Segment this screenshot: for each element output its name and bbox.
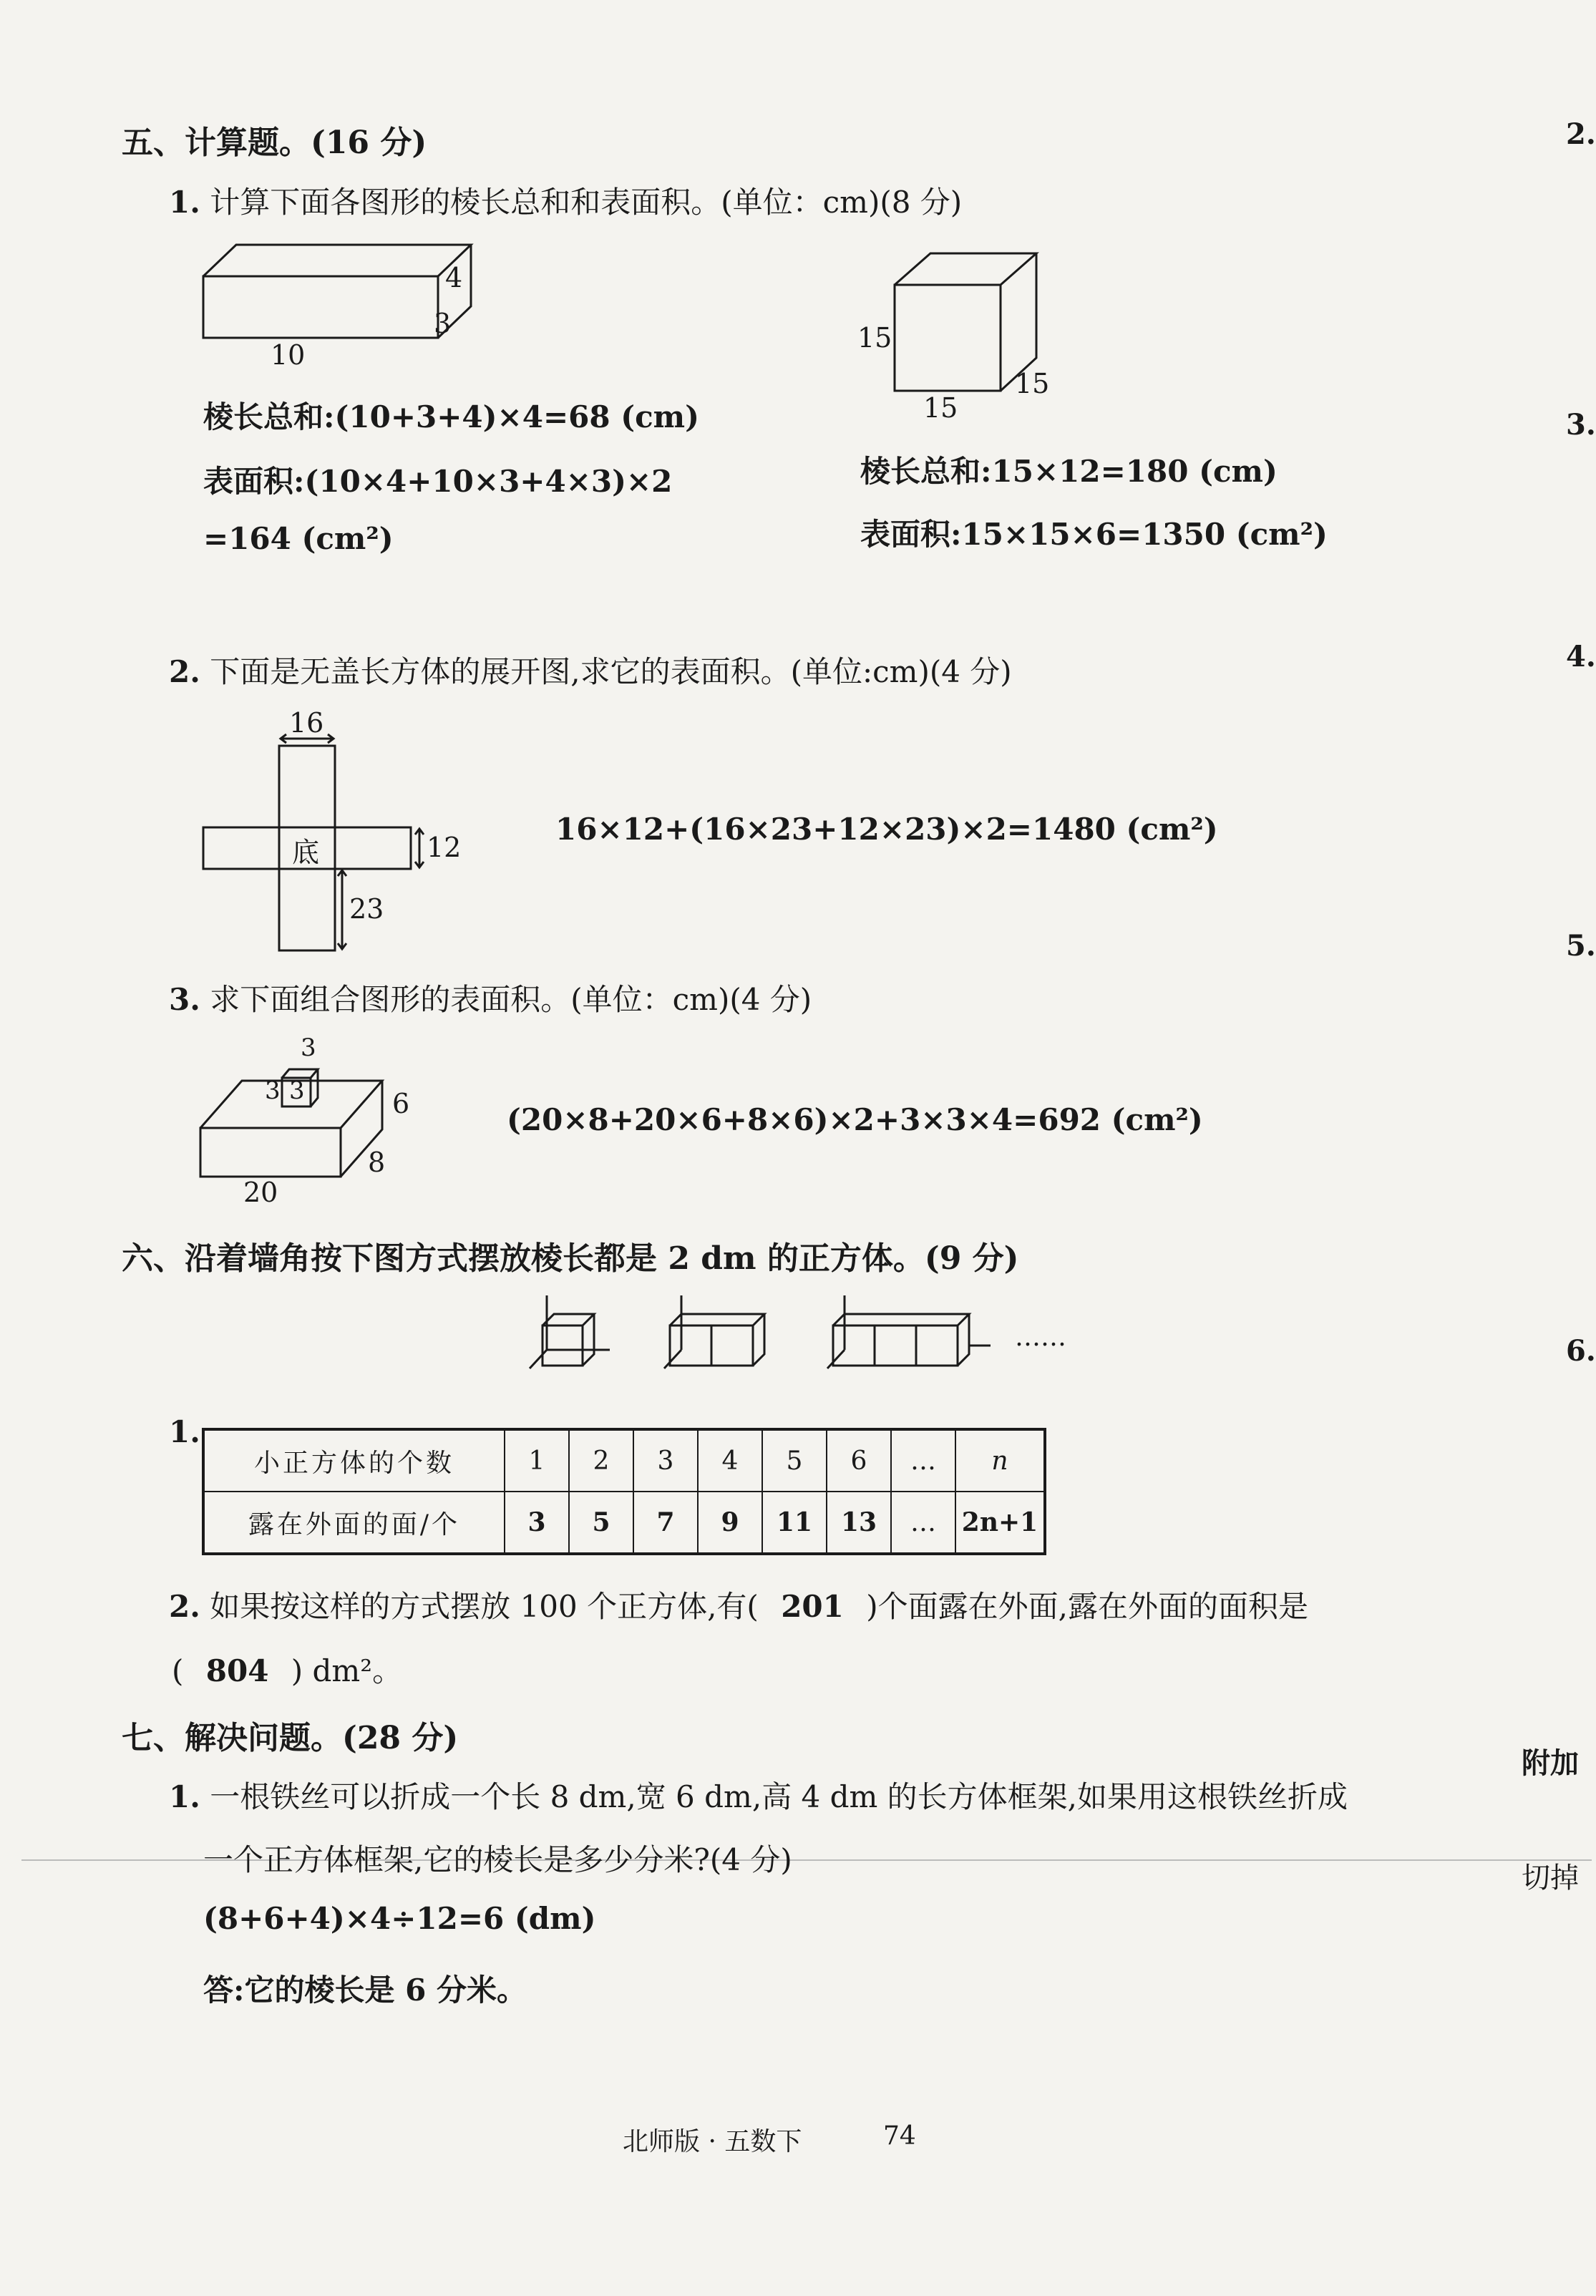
section7-title: 七、解决问题。(28 分) — [122, 1720, 459, 1756]
section5-title: 五、计算题。(16 分) — [122, 125, 427, 161]
net-dim-right: 12 — [427, 832, 462, 863]
table-row — [203, 1492, 1045, 1554]
s6-q2-open-paren: ( — [172, 1653, 184, 1688]
edge-q6-number: 6. — [1566, 1334, 1596, 1368]
footer-page-number: 74 — [883, 2121, 916, 2151]
s7-q1-calculation: (8+6+4)×4÷12=6 (dm) — [203, 1901, 596, 1936]
q1-answer-a-line1: 棱长总和:(10+3+4)×4=68 (cm) — [203, 399, 699, 434]
edge-q4-number: 4. — [1566, 640, 1596, 673]
s6-q2-number: 2. — [169, 1589, 200, 1624]
s6-q2-line2 — [172, 1648, 402, 1691]
net-dim-top: 16 — [289, 707, 324, 739]
cube-depth-label: 15 — [1015, 368, 1050, 399]
table-cell: 1 — [505, 1429, 569, 1492]
s6-q2-answer2: 804 — [205, 1653, 269, 1688]
table-row1-header: 小正方体的个数 — [203, 1429, 505, 1492]
net-dim-bottom: 23 — [349, 893, 384, 925]
s6-q2-text-a: 如果按这样的方式摆放 100 个正方体,有( — [210, 1589, 759, 1624]
table-cell: 5 — [762, 1429, 827, 1492]
edge-q2-number: 2. — [1566, 117, 1596, 151]
s7-q1-number: 1. — [169, 1779, 200, 1814]
s6-q1-number: 1. — [169, 1414, 200, 1449]
table-cell: … — [891, 1429, 955, 1492]
table-cell: 9 — [698, 1492, 762, 1554]
cube-bottom-label: 15 — [923, 392, 958, 424]
footer-edition: 北师版 · 五数下 — [623, 2127, 802, 2156]
s7-q1-text-line2: 一个正方体框架,它的棱长是多少分米?(4 分) — [203, 1842, 792, 1877]
s6-q2-answer1: 201 — [781, 1589, 844, 1624]
table-cell: n — [955, 1429, 1045, 1492]
cuboid-length-label: 10 — [271, 339, 306, 371]
table-cell: 3 — [633, 1429, 698, 1492]
box-length-label: 20 — [243, 1177, 278, 1208]
section6-title: 六、沿着墙角按下图方式摆放棱长都是 2 dm 的正方体。(9 分) — [122, 1240, 1019, 1277]
s6-q2-text-c: ) dm²。 — [291, 1653, 403, 1688]
q2-text: 下面是无盖长方体的展开图,求它的表面积。(单位:cm)(4 分) — [210, 654, 1012, 689]
s7-q1-line1 — [169, 1774, 1348, 1816]
s7-q1-answer: 答:它的棱长是 6 分米。 — [203, 1972, 527, 2008]
cube-faces-table — [202, 1428, 1046, 1555]
table-cell: 5 — [569, 1492, 633, 1554]
table-cell: 2 — [569, 1429, 633, 1492]
small-cube-front-label: 3 — [289, 1076, 305, 1105]
q1-text: 计算下面各图形的棱长总和和表面积。(单位：cm)(8 分) — [210, 185, 963, 220]
edge-q5-number: 5. — [1566, 929, 1596, 963]
table-cell: … — [891, 1492, 955, 1554]
s7-q1-text-line1: 一根铁丝可以折成一个长 8 dm,宽 6 dm,高 4 dm 的长方体框架,如果用这根铁丝折成 — [210, 1779, 1348, 1814]
edge-fujia-text: 附加 — [1522, 1746, 1579, 1780]
cuboid-width-label: 3 — [434, 308, 452, 339]
table-cell: 6 — [827, 1429, 891, 1492]
edge-qiediao-text: 切掉 — [1522, 1862, 1579, 1894]
table-cell: 4 — [698, 1429, 762, 1492]
table-cell: 13 — [827, 1492, 891, 1554]
s6-q2-text-b: )个面露在外面,露在外面的面积是 — [866, 1589, 1308, 1624]
q3-answer: (20×8+20×6+8×6)×2+3×3×4=692 (cm²) — [507, 1102, 1203, 1137]
q3-number: 3. — [169, 982, 200, 1017]
small-cube-left-label: 3 — [265, 1076, 281, 1105]
small-cube-top-label: 3 — [301, 1033, 316, 1062]
sequence-ellipsis: …… — [1015, 1323, 1066, 1352]
q3-text: 求下面组合图形的表面积。(单位：cm)(4 分) — [210, 982, 812, 1017]
table-row2-header: 露在外面的面/个 — [203, 1492, 505, 1554]
table-row — [203, 1429, 1045, 1492]
edge-q3-number: 3. — [1566, 408, 1596, 442]
table-cell: 3 — [505, 1492, 569, 1554]
box-height-label: 6 — [392, 1088, 410, 1119]
q1-answer-a-line3: =164 (cm²) — [203, 521, 394, 556]
q1-answer-b-line1: 棱长总和:15×12=180 (cm) — [860, 454, 1278, 489]
box-width-label: 8 — [368, 1147, 386, 1178]
q1-number: 1. — [169, 185, 200, 220]
q2-answer: 16×12+(16×23+12×23)×2=1480 (cm²) — [555, 812, 1218, 847]
cuboid-height-label: 4 — [445, 262, 463, 293]
q2-number: 2. — [169, 654, 200, 689]
s6-q2-line1 — [169, 1583, 1308, 1626]
table-cell: 11 — [762, 1492, 827, 1554]
q1-answer-a-line2: 表面积:(10×4+10×3+4×3)×2 — [203, 464, 673, 499]
net-base-label: 底 — [292, 837, 320, 868]
q1-answer-b-line2: 表面积:15×15×6=1350 (cm²) — [860, 517, 1328, 552]
table-cell: 7 — [633, 1492, 698, 1554]
table-cell: 2n+1 — [955, 1492, 1045, 1554]
cube-left-label: 15 — [857, 322, 892, 354]
